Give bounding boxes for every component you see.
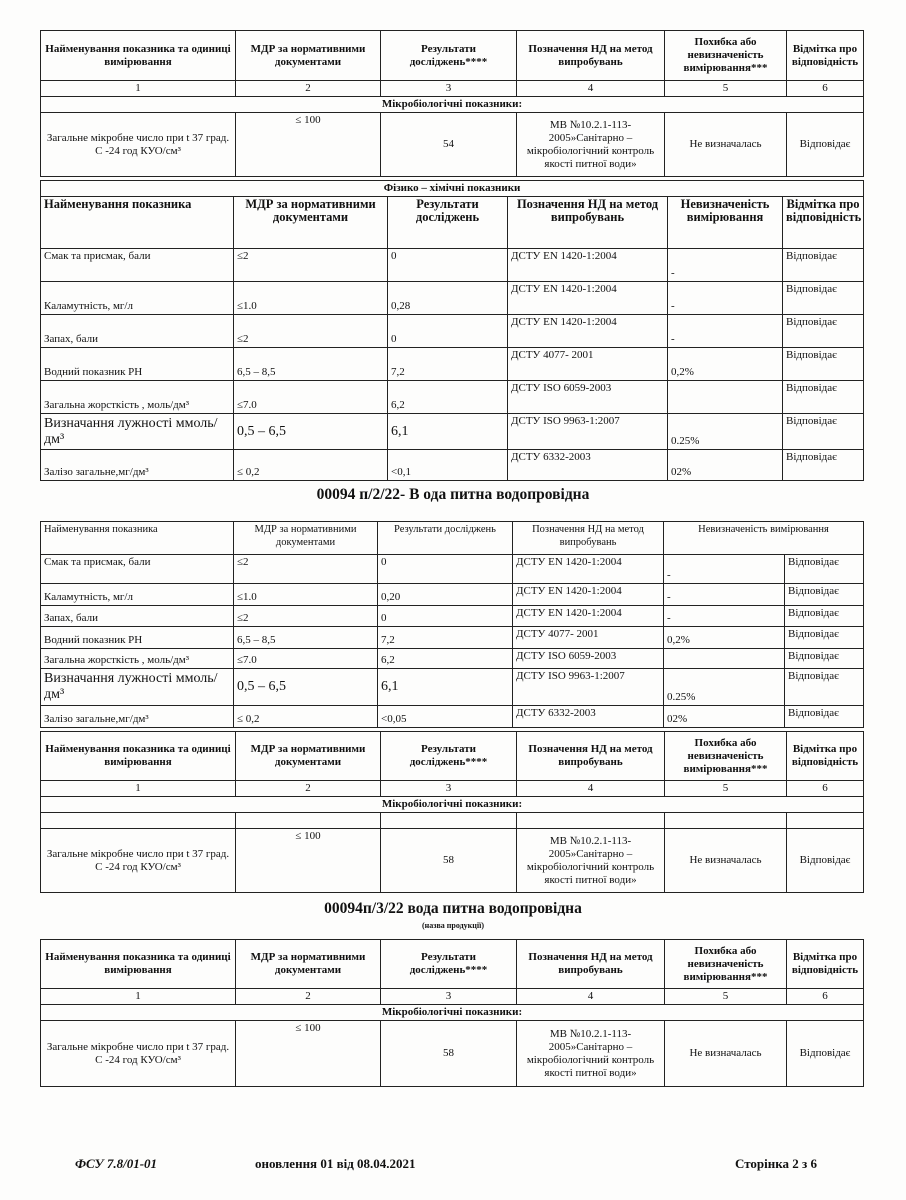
micro-table-2 <box>40 731 863 893</box>
col-number: 5 <box>665 781 787 797</box>
mdr-value: ≤1.0 <box>234 584 378 606</box>
table-row <box>41 348 864 381</box>
col-mdr-header: МДР за нормативними документами <box>236 940 381 989</box>
col-mdr-header: МДР за нормативними документами <box>234 522 378 555</box>
col-error-header: Похибка або невизначеність вимірювання*** <box>665 31 787 81</box>
result-value: 0 <box>388 315 508 348</box>
method-value: МВ №10.2.1-113-2005»Санітарно – мікробіологічний контроль якості питної води» <box>517 113 665 177</box>
error-value: Не визначалась <box>665 829 787 893</box>
conformity-value: Відповідає <box>785 584 864 606</box>
indicator-name: Смак та присмак, бали <box>41 249 234 282</box>
mdr-value: 6,5 – 8,5 <box>234 627 378 649</box>
mdr-value: 6,5 – 8,5 <box>234 348 388 381</box>
col-conformity-header: Відмітка про відповідність <box>787 732 864 781</box>
conformity-value: Відповідає <box>785 606 864 627</box>
col-method-header: Позначення НД на метод випробувань <box>517 940 665 989</box>
method-value: МВ №10.2.1-113-2005»Санітарно – мікробіологічний контроль якості питної води» <box>517 1021 665 1087</box>
uncertainty-value: 0,2% <box>664 627 785 649</box>
method-value: ДСТУ 4077- 2001 <box>513 627 664 649</box>
col-result-header: Результати досліджень**** <box>381 940 517 989</box>
method-value: ДСТУ ISO 9963-1:2007 <box>508 414 668 450</box>
col-method-header: Позначення НД на метод випробувань <box>513 522 664 555</box>
table-row <box>41 381 864 414</box>
col-number: 3 <box>381 81 517 97</box>
indicator-name: Залізо загальне,мг/дм³ <box>41 706 234 728</box>
mdr-value: 0,5 – 6,5 <box>234 414 388 450</box>
method-value: ДСТУ EN 1420-1:2004 <box>508 249 668 282</box>
col-number: 5 <box>665 81 787 97</box>
col-number: 2 <box>236 81 381 97</box>
mdr-value: ≤ 0,2 <box>234 706 378 728</box>
indicator-name: Залізо загальне,мг/дм³ <box>41 450 234 481</box>
method-value: ДСТУ EN 1420-1:2004 <box>508 315 668 348</box>
result-value: 7,2 <box>378 627 513 649</box>
table-row <box>41 282 864 315</box>
conformity-value: Відповідає <box>787 113 864 177</box>
table-row <box>41 450 864 481</box>
result-value: 6,2 <box>388 381 508 414</box>
col-number: 1 <box>41 81 236 97</box>
mdr-value: ≤7.0 <box>234 649 378 669</box>
indicator-name: Водний показник PH <box>41 348 234 381</box>
uncertainty-value <box>668 381 783 414</box>
indicator-name: Каламутність, мг/л <box>41 282 234 315</box>
table-row <box>41 669 864 706</box>
indicator-name: Загальна жорсткість , моль/дм³ <box>41 381 234 414</box>
col-name-header: Найменування показника <box>41 197 234 249</box>
conformity-value: Відповідає <box>785 649 864 669</box>
indicator-name: Смак та присмак, бали <box>41 555 234 584</box>
result-value: <0,1 <box>388 450 508 481</box>
col-number: 2 <box>236 989 381 1005</box>
uncertainty-value: - <box>668 282 783 315</box>
mdr-value: ≤7.0 <box>234 381 388 414</box>
mdr-value: ≤ 100 <box>236 1021 381 1087</box>
indicator-name: Загальне мікробне число при t 37 град. С -24 год КУО/см³ <box>41 113 236 177</box>
col-method-header: Позначення НД на метод випробувань <box>517 732 665 781</box>
col-number: 2 <box>236 781 381 797</box>
method-value: ДСТУ EN 1420-1:2004 <box>513 584 664 606</box>
micro-table-3 <box>40 939 863 1087</box>
phys-table-1 <box>40 180 863 481</box>
micro-header-row <box>41 31 864 81</box>
col-number: 5 <box>665 989 787 1005</box>
mdr-value: ≤2 <box>234 315 388 348</box>
result-value: 6,1 <box>378 669 513 706</box>
result-value: 58 <box>381 829 517 893</box>
section-title: Мікробіологічні показники: <box>41 797 864 813</box>
indicator-name: Загальна жорсткість , моль/дм³ <box>41 649 234 669</box>
uncertainty-value: 02% <box>668 450 783 481</box>
section-title: Мікробіологічні показники: <box>41 97 864 113</box>
conformity-value: Відповідає <box>783 450 864 481</box>
col-number: 4 <box>517 81 665 97</box>
mdr-value: 0,5 – 6,5 <box>234 669 378 706</box>
indicator-name: Визначання лужності ммоль/дм³ <box>41 669 234 706</box>
col-number: 6 <box>787 81 864 97</box>
col-number: 3 <box>381 989 517 1005</box>
col-mdr-header: МДР за нормативними документами <box>234 197 388 249</box>
conformity-value: Відповідає <box>783 348 864 381</box>
col-mdr-header: МДР за нормативними документами <box>236 31 381 81</box>
method-value: ДСТУ 6332-2003 <box>513 706 664 728</box>
method-value: ДСТУ EN 1420-1:2004 <box>513 555 664 584</box>
result-value: 6,2 <box>378 649 513 669</box>
table-row <box>41 555 864 584</box>
result-value: 0 <box>378 555 513 584</box>
error-value: Не визначалась <box>665 113 787 177</box>
micro-header-row <box>41 940 864 989</box>
mdr-value: ≤1.0 <box>234 282 388 315</box>
table-row <box>41 606 864 627</box>
mdr-value: ≤2 <box>234 249 388 282</box>
result-value: 0 <box>388 249 508 282</box>
table-row <box>41 584 864 606</box>
result-value: 54 <box>381 113 517 177</box>
table-row <box>41 414 864 450</box>
col-error-header: Похибка або невизначеність вимірювання*** <box>665 940 787 989</box>
result-value: 58 <box>381 1021 517 1087</box>
conformity-value: Відповідає <box>783 249 864 282</box>
col-number-row <box>41 989 864 1005</box>
col-result-header: Результати досліджень <box>378 522 513 555</box>
mdr-value: ≤2 <box>234 555 378 584</box>
col-number: 4 <box>517 989 665 1005</box>
method-value: ДСТУ 4077- 2001 <box>508 348 668 381</box>
phys-header-row <box>41 197 864 249</box>
footer-revision: оновлення 01 від 08.04.2021 <box>255 1156 416 1171</box>
conformity-value: Відповідає <box>787 1021 864 1087</box>
table-row <box>41 706 864 728</box>
conformity-value: Відповідає <box>785 627 864 649</box>
table-row <box>41 649 864 669</box>
conformity-value: Відповідає <box>787 829 864 893</box>
col-conformity-header: Відмітка про відповідність <box>787 940 864 989</box>
result-value: <0,05 <box>378 706 513 728</box>
col-result-header: Результати досліджень <box>388 197 508 249</box>
conformity-value: Відповідає <box>785 555 864 584</box>
col-conformity-header: Відмітка про відповідність <box>783 197 864 249</box>
col-uncertainty-header: Невизначеність вимірювання <box>668 197 783 249</box>
table-row <box>41 1021 864 1087</box>
col-conformity-header: Відмітка про відповідність <box>787 31 864 81</box>
uncertainty-value: 0.25% <box>668 414 783 450</box>
mdr-value: ≤2 <box>234 606 378 627</box>
uncertainty-value: - <box>664 584 785 606</box>
result-value: 7,2 <box>388 348 508 381</box>
col-number: 6 <box>787 989 864 1005</box>
col-uncertainty-header: Невизначеність вимірювання <box>664 522 864 555</box>
uncertainty-value: 02% <box>664 706 785 728</box>
col-name-header: Найменування показника та одиниці вимірювання <box>41 940 236 989</box>
footer-form-code: ФСУ 7.8/01-01 <box>75 1156 158 1171</box>
col-number: 3 <box>381 781 517 797</box>
section-title: Мікробіологічні показники: <box>41 1005 864 1021</box>
indicator-name: Запах, бали <box>41 606 234 627</box>
col-result-header: Результати досліджень**** <box>381 31 517 81</box>
indicator-name: Загальне мікробне число при t 37 град. С -24 год КУО/см³ <box>41 1021 236 1087</box>
conformity-value: Відповідає <box>785 706 864 728</box>
col-name-header: Найменування показника та одиниці вимірювання <box>41 732 236 781</box>
mdr-value: ≤ 0,2 <box>234 450 388 481</box>
uncertainty-value: 0.25% <box>664 669 785 706</box>
product-title-2: 00094п/3/22 вода питна водопровідна <box>324 900 582 917</box>
col-number: 4 <box>517 781 665 797</box>
method-value: ДСТУ EN 1420-1:2004 <box>513 606 664 627</box>
micro-table-1 <box>40 30 863 177</box>
col-number: 6 <box>787 781 864 797</box>
indicator-name: Каламутність, мг/л <box>41 584 234 606</box>
col-number: 1 <box>41 989 236 1005</box>
uncertainty-value: - <box>668 249 783 282</box>
conformity-value: Відповідає <box>783 282 864 315</box>
uncertainty-value: 0,2% <box>668 348 783 381</box>
method-value: ДСТУ 6332-2003 <box>508 450 668 481</box>
col-number-row <box>41 81 864 97</box>
micro-header-row <box>41 732 864 781</box>
col-number-row <box>41 781 864 797</box>
col-name-header: Найменування показника <box>41 522 234 555</box>
table-row <box>41 249 864 282</box>
uncertainty-value: - <box>664 555 785 584</box>
table-row <box>41 315 864 348</box>
result-value: 0,28 <box>388 282 508 315</box>
uncertainty-value <box>664 649 785 669</box>
col-number: 1 <box>41 781 236 797</box>
conformity-value: Відповідає <box>783 315 864 348</box>
table-row <box>41 113 864 177</box>
footer-page-number: Сторінка 2 з 6 <box>735 1156 818 1171</box>
product-title-1: 00094 п/2/22- В ода питна водопровідна <box>316 486 590 503</box>
mdr-value: ≤ 100 <box>236 829 381 893</box>
result-value: 0,20 <box>378 584 513 606</box>
col-result-header: Результати досліджень**** <box>381 732 517 781</box>
indicator-name: Загальне мікробне число при t 37 град. С -24 год КУО/см³ <box>41 829 236 893</box>
product-title-caption: (назва продукції) <box>421 921 484 930</box>
phys2-header-row <box>41 522 864 555</box>
section-title: Фізико – хімічні показники <box>41 181 864 197</box>
table-row <box>41 627 864 649</box>
col-mdr-header: МДР за нормативними документами <box>236 732 381 781</box>
conformity-value: Відповідає <box>783 381 864 414</box>
col-error-header: Похибка або невизначеність вимірювання*** <box>665 732 787 781</box>
phys-table-2 <box>40 521 863 728</box>
result-value: 6,1 <box>388 414 508 450</box>
error-value: Не визначалась <box>665 1021 787 1087</box>
method-value: ДСТУ ISO 6059-2003 <box>513 649 664 669</box>
col-name-header: Найменування показника та одиниці вимірювання <box>41 31 236 81</box>
method-value: ДСТУ ISO 6059-2003 <box>508 381 668 414</box>
uncertainty-value: - <box>664 606 785 627</box>
table-row <box>41 829 864 893</box>
mdr-value: ≤ 100 <box>236 113 381 177</box>
result-value: 0 <box>378 606 513 627</box>
indicator-name: Водний показник PH <box>41 627 234 649</box>
method-value: ДСТУ EN 1420-1:2004 <box>508 282 668 315</box>
conformity-value: Відповідає <box>785 669 864 706</box>
indicator-name: Запах, бали <box>41 315 234 348</box>
method-value: ДСТУ ISO 9963-1:2007 <box>513 669 664 706</box>
method-value: МВ №10.2.1-113-2005»Санітарно – мікробіологічний контроль якості питної води» <box>517 829 665 893</box>
indicator-name: Визначання лужності ммоль/дм³ <box>41 414 234 450</box>
uncertainty-value: - <box>668 315 783 348</box>
col-method-header: Позначення НД на метод випробувань <box>508 197 668 249</box>
col-method-header: Позначення НД на метод випробувань <box>517 31 665 81</box>
conformity-value: Відповідає <box>783 414 864 450</box>
